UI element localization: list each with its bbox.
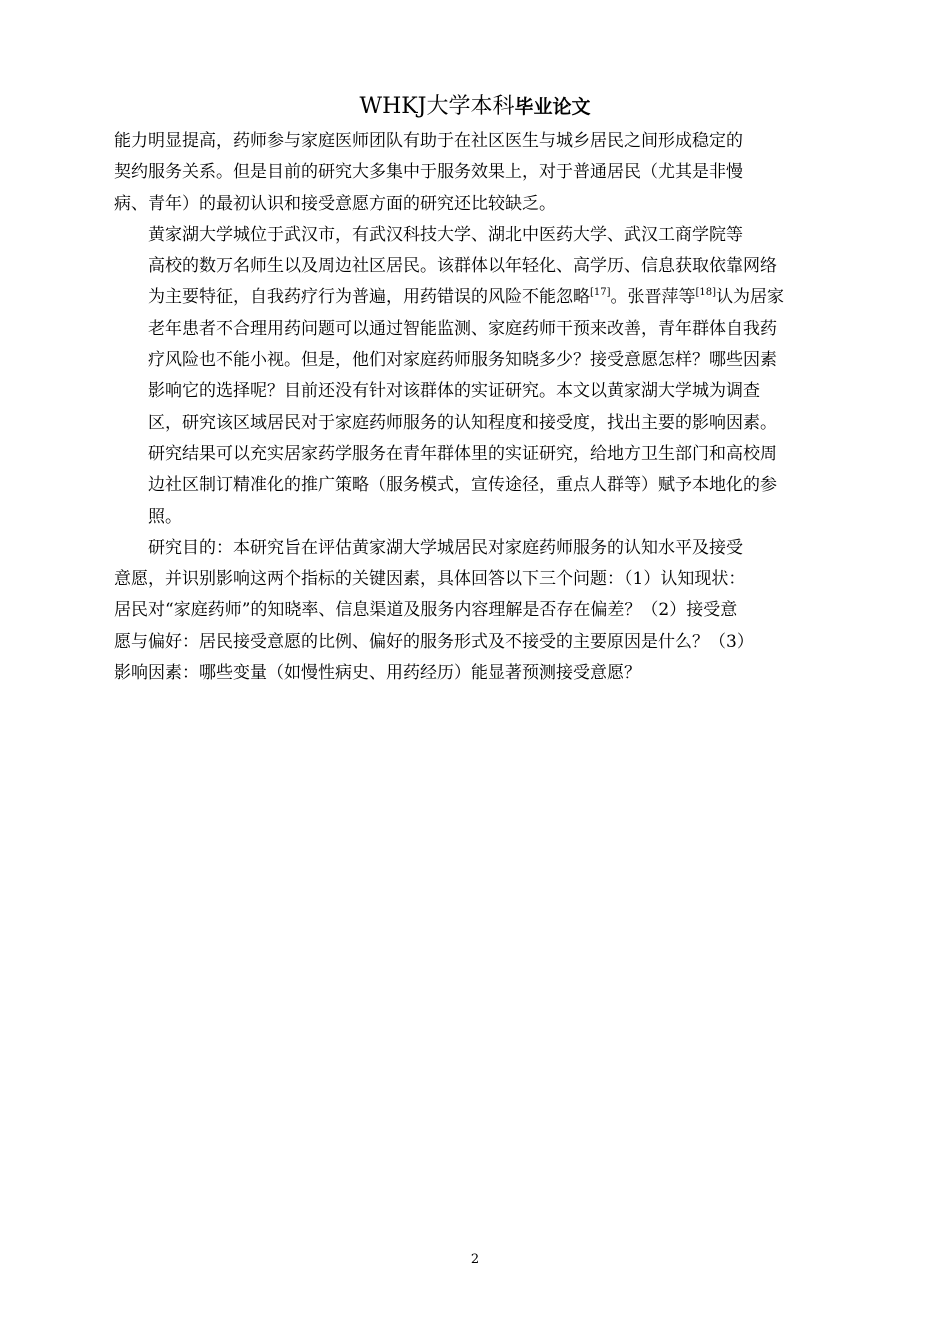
text-line: 愿与偏好：居民接受意愿的比例、偏好的服务形式及不接受的主要原因是什么？（3） (114, 631, 754, 652)
text-line: 黄家湖大学城位于武汉市，有武汉科技大学、湖北中医药大学、武汉工商学院等 (148, 224, 743, 245)
header-title-thesis: 毕业论文 (514, 96, 591, 118)
text-line: 疗风险也不能小视。但是，他们对家庭药师服务知晓多少？接受意愿怎样？哪些因素 (148, 350, 777, 371)
page-number: 2 (470, 1252, 480, 1267)
text-line: 能力明显提高，药师参与家庭医师团队有助于在社区医生与城乡居民之间形成稳定的 (114, 131, 743, 151)
paragraph-research-objectives (114, 533, 830, 689)
text-line: 契约服务关系。但是目前的研究大多集中于服务效果上，对于普通居民（尤其是非慢 (114, 162, 743, 183)
text-line: 影响因素：哪些变量（如慢性病史、用药经历）能显著预测接受意愿？ (114, 663, 641, 684)
citation-ref-18: [18] (695, 287, 717, 299)
text-segment: 。张晋萍等 (610, 287, 696, 308)
paragraph-study-area (114, 220, 830, 533)
text-line: 区，研究该区域居民对于家庭药师服务的认知程度和接受度，找出主要的影响因素。 (148, 412, 777, 433)
citation-ref-17: [17] (590, 287, 611, 299)
text-line: 意愿，并识别影响这两个指标的关键因素，具体回答以下三个问题：（1）认知现状： (114, 569, 746, 590)
text-line: 照。 (148, 506, 182, 527)
body-text (114, 126, 830, 689)
text-line-with-citations (114, 282, 830, 313)
text-line: 老年患者不合理用药问题可以通过智能监测、家庭药师干预来改善，青年群体自我药 (148, 318, 777, 339)
header-title-university: WHKJ大学本科 (359, 94, 515, 119)
text-line: 居民对“家庭药师”的知晓率、信息渠道及服务内容理解是否存在偏差？（2）接受意 (114, 600, 738, 621)
text-line: 病、青年）的最初认识和接受意愿方面的研究还比较缺乏。 (114, 193, 556, 214)
text-segment: 认为居家 (716, 287, 785, 308)
text-line: 影响它的选择呢？目前还没有针对该群体的实证研究。本文以黄家湖大学城为调查 (148, 381, 760, 402)
page-header (0, 92, 950, 122)
paragraph-background-continued (114, 126, 830, 220)
text-segment: 为主要特征，自我药疗行为普遍，用药错误的风险不能忽略 (148, 287, 590, 308)
text-line: 研究目的：本研究旨在评估黄家湖大学城居民对家庭药师服务的认知水平及接受 (148, 537, 743, 558)
text-line: 研究结果可以充实居家药学服务在青年群体里的实证研究，给地方卫生部门和高校周 (148, 443, 777, 464)
text-line: 高校的数万名师生以及周边社区居民。该群体以年轻化、高学历、信息获取依靠网络 (148, 256, 777, 277)
text-line: 边社区制订精准化的推广策略（服务模式，宣传途径，重点人群等）赋予本地化的参 (148, 475, 777, 496)
